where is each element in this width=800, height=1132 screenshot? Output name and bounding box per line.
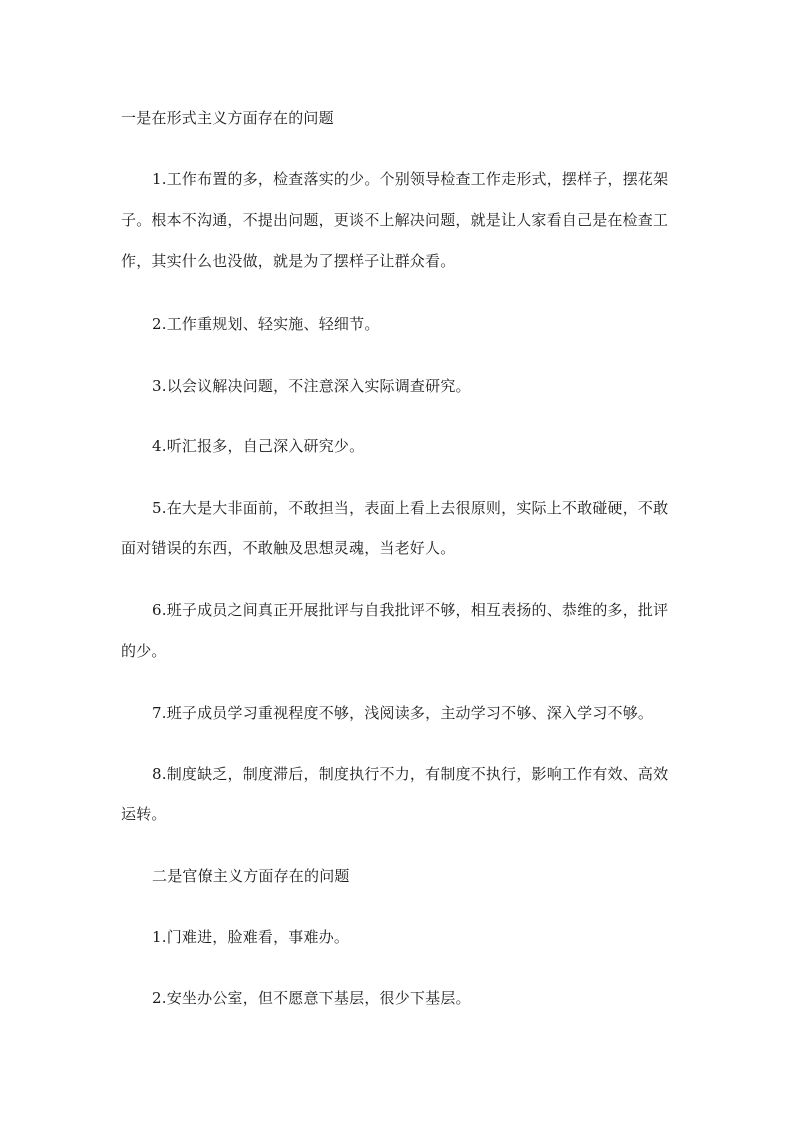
paragraph-line: 1.门难进，脸难看，事难办。 xyxy=(152,928,350,946)
paragraph-line: 运转。 xyxy=(121,805,167,823)
paragraph-line: 8.制度缺乏，制度滞后，制度执行不力，有制度不执行，影响工作有效、高效 xyxy=(152,765,669,783)
section-heading-bureaucratism: 二是官僚主义方面存在的问题 xyxy=(152,867,350,885)
paragraph-line: 子。根本不沟通，不提出问题，更谈不上解决问题，就是让人家看自己是在检查工 xyxy=(121,211,669,229)
paragraph-line: 4.听汇报多，自己深入研究少。 xyxy=(152,437,365,455)
paragraph-line: 1.工作布置的多，检查落实的少。个别领导检查工作走形式，摆样子，摆花架 xyxy=(152,170,669,188)
paragraph-line: 3.以会议解决问题，不注意深入实际调查研究。 xyxy=(152,377,471,395)
paragraph-line: 6.班子成员之间真正开展批评与自我批评不够，相互表扬的、恭维的多，批评 xyxy=(152,601,669,619)
section-heading-formalism: 一是在形式主义方面存在的问题 xyxy=(121,109,334,127)
paragraph-line: 5.在大是大非面前，不敢担当，表面上看上去很原则，实际上不敢碰硬，不敢 xyxy=(152,499,669,517)
paragraph-line: 7.班子成员学习重视程度不够，浅阅读多，主动学习不够、深入学习不够。 xyxy=(152,704,654,722)
paragraph-line: 面对错误的东西，不敢触及思想灵魂，当老好人。 xyxy=(121,539,456,557)
paragraph-line: 2.工作重规划、轻实施、轻细节。 xyxy=(152,315,380,333)
paragraph-line: 的少。 xyxy=(121,642,167,660)
paragraph-line: 2.安坐办公室，但不愿意下基层，很少下基层。 xyxy=(152,989,471,1007)
paragraph-line: 作，其实什么也没做，就是为了摆样子让群众看。 xyxy=(121,252,456,270)
